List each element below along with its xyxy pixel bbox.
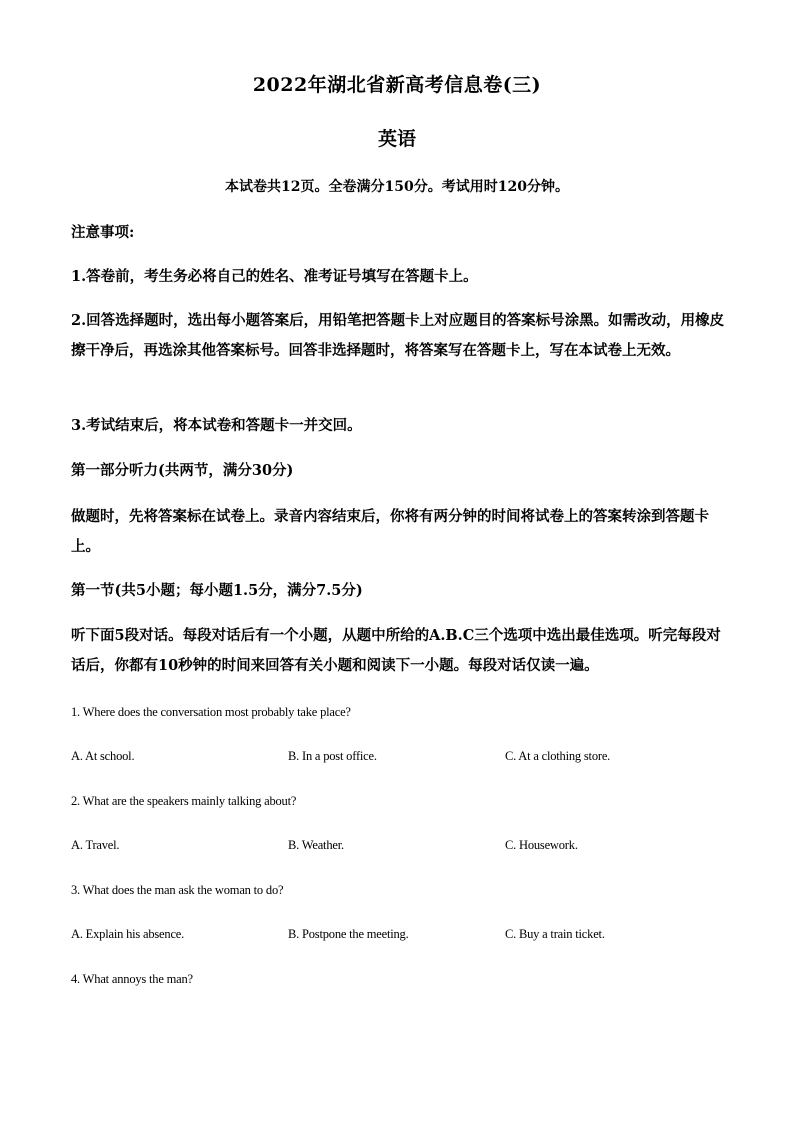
exam-title: 2022年湖北省新高考信息卷(三) [252, 74, 542, 96]
part1-instruction: 做题时，先将答案标在试卷上。录音内容结束后，你将有两分钟的时间将试卷上的答案转涂到答题卡上。 [71, 508, 709, 555]
question-3-option-b: B. Postpone the meeting. [288, 927, 409, 941]
question-1-option-c: C. At a clothing store. [505, 749, 611, 763]
question-2-stem: 2. What are the speakers mainly talking about? [71, 794, 297, 808]
question-3-option-c: C. Buy a train ticket. [505, 927, 605, 941]
notes-item-1: 1.答卷前，考生务必将自己的姓名、准考证号填写在答题卡上。 [71, 268, 478, 285]
question-1-option-b: B. In a post office. [288, 749, 377, 763]
section1-heading: 第一节(共5小题；每小题1.5分，满分7.5分) [71, 582, 363, 599]
section1-instruction: 听下面5段对话。每段对话后有一个小题，从题中所给的A.B.C三个选项中选出最佳选项。听完每段对话后，你都有10秒钟的时间来回答有关小题和阅读下一小题。每段对话仅读一遍。 [71, 627, 721, 674]
question-4-stem: 4. What annoys the man? [71, 972, 193, 986]
notes-item-2: 2.回答选择题时，选出每小题答案后，用铅笔把答题卡上对应题目的答案标号涂黑。如需改动，用橡皮擦干净后，再选涂其他答案标号。回答非选择题时，将答案写在答题卡上，写在本试卷上无效。 [71, 312, 725, 359]
exam-meta-info: 本试卷共12页。全卷满分150分。考试用时120分钟。 [225, 179, 569, 195]
question-2-option-a: A. Travel. [71, 838, 120, 852]
question-2-option-b: B. Weather. [288, 838, 344, 852]
question-3-option-a: A. Explain his absence. [71, 927, 185, 941]
part1-heading: 第一部分听力(共两节，满分30分) [71, 462, 294, 479]
subject-title: 英语 [377, 128, 416, 150]
notes-item-3: 3.考试结束后，将本试卷和答题卡一并交回。 [71, 417, 362, 434]
question-3-stem: 3. What does the man ask the woman to do? [71, 883, 284, 897]
question-1-stem: 1. Where does the conversation most probably take place? [71, 705, 351, 719]
question-1-option-a: A. At school. [71, 749, 135, 763]
notes-heading: 注意事项: [71, 224, 135, 241]
question-2-option-c: C. Housework. [505, 838, 578, 852]
